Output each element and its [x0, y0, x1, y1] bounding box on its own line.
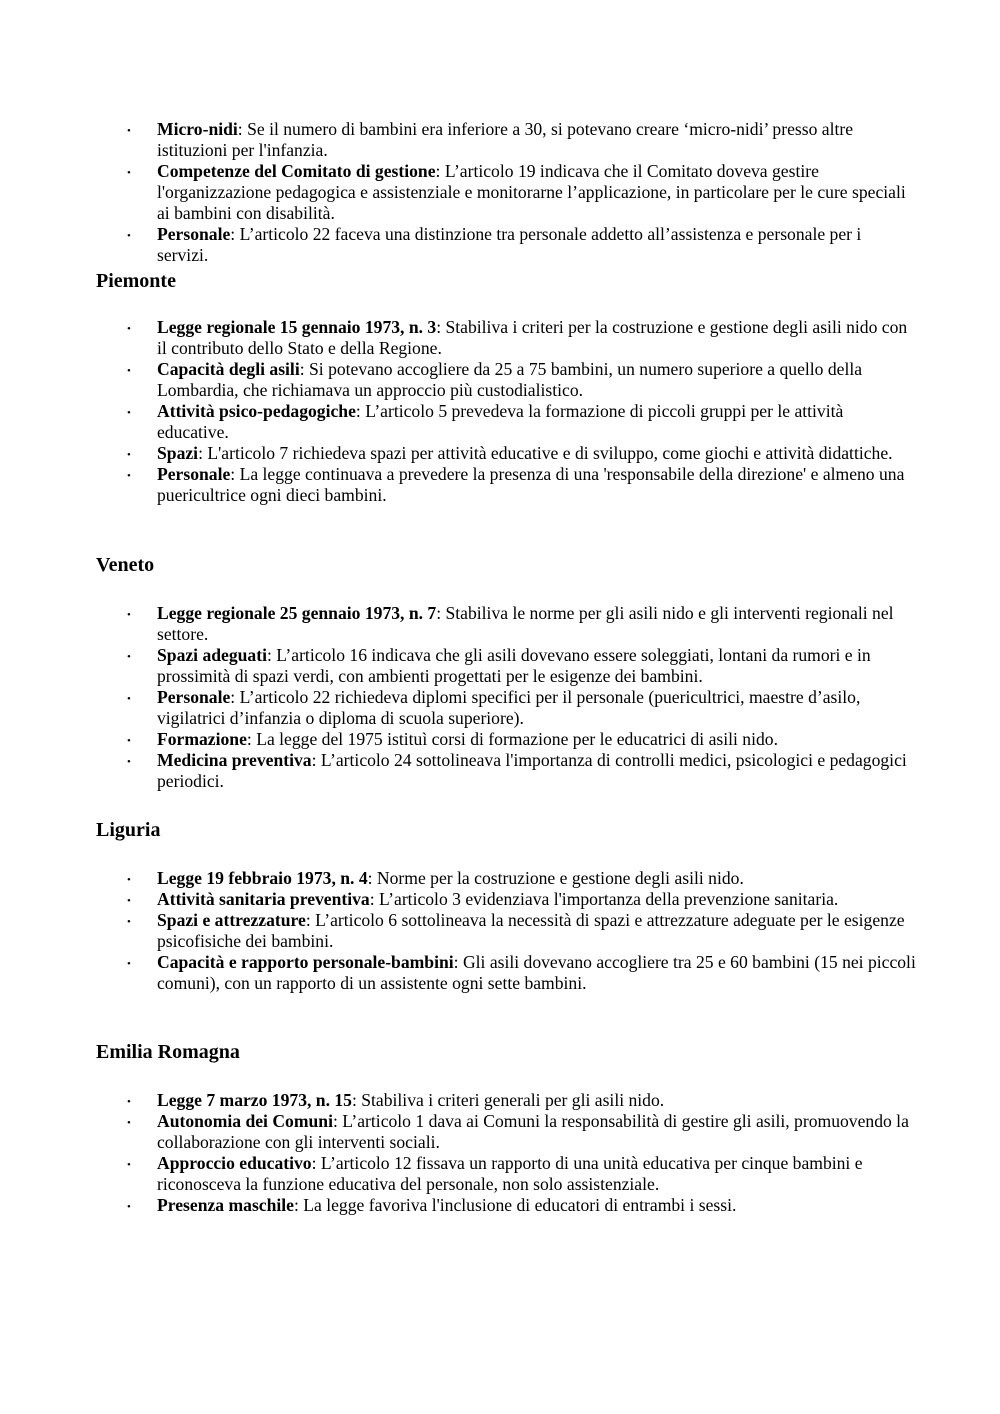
item-text: : La legge continuava a prevedere la presenza di una 'responsabile della direzione' e almeno una puericultrice ogni dieci bambini. [157, 464, 905, 505]
item-term: Legge regionale 25 gennaio 1973, n. 7 [157, 603, 437, 623]
list-item [96, 359, 916, 401]
item-text: : La legge favoriva l'inclusione di educatori di entrambi i sessi. [293, 1195, 737, 1215]
section-heading: Emilia Romagna [96, 1041, 240, 1063]
item-term: Approccio educativo [157, 1153, 312, 1173]
item-term: Legge regionale 15 gennaio 1973, n. 3 [157, 317, 437, 337]
list-item [96, 687, 916, 729]
bullet-icon: • [127, 470, 131, 482]
list-item [96, 119, 916, 161]
bullet-icon: • [127, 651, 131, 663]
section-emilia-romagna [96, 1040, 916, 1216]
item-term: Formazione [157, 729, 247, 749]
item-term: Spazi e attrezzature [157, 910, 306, 930]
item-text: : Stabiliva i criteri generali per gli asili nido. [351, 1090, 665, 1110]
item-term: Attività psico-pedagogiche [157, 401, 356, 421]
item-term: Personale [157, 464, 231, 484]
item-text: : Stabiliva le norme per gli asili nido e gli interventi regionali nel settore. [157, 603, 894, 644]
item-text: : L’articolo 1 dava ai Comuni la responsabilità di gestire gli asili, promuovendo la collaborazione con gli interventi sociali. [157, 1111, 909, 1152]
bullet-icon: • [127, 449, 131, 461]
bullet-icon: • [127, 693, 131, 705]
item-text: : Stabiliva i criteri per la costruzione e gestione degli asili nido con il contributo dello Stato e della Regione. [157, 317, 908, 358]
bullet-list [96, 603, 916, 792]
section-heading: Veneto [96, 554, 155, 576]
section-liguria [96, 818, 916, 994]
bullet-icon: • [127, 1201, 131, 1213]
section-continuation [96, 119, 916, 266]
list-item [96, 464, 916, 506]
item-text: : L’articolo 19 indicava che il Comitato doveva gestire l'organizzazione pedagogica e assistenziale e monitorarne l’applicazione, in particolare per le cure speciali ai bambini con disabilità. [157, 161, 906, 223]
item-text: : Norme per la costruzione e gestione degli asili nido. [367, 868, 744, 888]
list-item [96, 401, 916, 443]
item-text: : L’articolo 24 sottolineava l'importanza di controlli medici, psicologici e pedagogici periodici. [157, 750, 907, 791]
item-term: Autonomia dei Comuni [157, 1111, 333, 1131]
list-item [96, 603, 916, 645]
item-text: : Si potevano accogliere da 25 a 75 bambini, un numero superiore a quello della Lombardia, che richiamava un approccio più custodialistico. [157, 359, 863, 400]
bullet-icon: • [127, 407, 131, 419]
list-item [96, 224, 916, 266]
list-item [96, 868, 916, 889]
item-text: : L’articolo 22 richiedeva diplomi specifici per il personale (puericultrici, maestre d’asilo, vigilatrici d’infanzia o diploma di scuola superiore). [157, 687, 861, 728]
bullet-list [96, 317, 916, 506]
list-item [96, 1090, 916, 1111]
list-item [96, 1195, 916, 1216]
item-text: : L'articolo 7 richiedeva spazi per attività educative e di sviluppo, come giochi e attività didattiche. [198, 443, 893, 463]
bullet-icon: • [127, 735, 131, 747]
section-heading: Piemonte [96, 270, 176, 292]
bullet-icon: • [127, 167, 131, 179]
bullet-list [96, 119, 916, 266]
section-veneto [96, 553, 916, 792]
list-item [96, 443, 916, 464]
list-item [96, 889, 916, 910]
item-text: : L’articolo 6 sottolineava la necessità di spazi e attrezzature adeguate per le esigenze psicofisiche dei bambini. [157, 910, 905, 951]
bullet-icon: • [127, 756, 131, 768]
bullet-icon: • [127, 874, 131, 886]
item-text: : La legge del 1975 istituì corsi di formazione per le educatrici di asili nido. [246, 729, 778, 749]
item-term: Competenze del Comitato di gestione [157, 161, 436, 181]
list-item [96, 317, 916, 359]
bullet-icon: • [127, 365, 131, 377]
item-term: Medicina preventiva [157, 750, 312, 770]
bullet-icon: • [127, 916, 131, 928]
item-term: Legge 19 febbraio 1973, n. 4 [157, 868, 368, 888]
item-text: : Gli asili dovevano accogliere tra 25 e 60 bambini (15 nei piccoli comuni), con un rapporto di un assistente ogni sette bambini. [157, 952, 916, 993]
item-term: Capacità degli asili [157, 359, 300, 379]
item-text: : L’articolo 16 indicava che gli asili dovevano essere soleggiati, lontani da rumori e in prossimità di spazi verdi, con ambienti progettati per le esigenze dei bambini. [157, 645, 871, 686]
list-item [96, 750, 916, 792]
item-text: : L’articolo 3 evidenziava l'importanza della prevenzione sanitaria. [369, 889, 839, 909]
item-term: Spazi [157, 443, 199, 463]
item-term: Personale [157, 224, 231, 244]
list-item [96, 1153, 916, 1195]
list-item [96, 729, 916, 750]
section-piemonte [96, 269, 916, 506]
item-term: Capacità e rapporto personale-bambini [157, 952, 454, 972]
list-item [96, 645, 916, 687]
bullet-icon: • [127, 1117, 131, 1129]
item-text: : L’articolo 5 prevedeva la formazione di piccoli gruppi per le attività educative. [157, 401, 844, 442]
item-text: : L’articolo 12 fissava un rapporto di una unità educativa per cinque bambini e riconosceva la funzione educativa del personale, non solo assistenziale. [157, 1153, 863, 1194]
bullet-icon: • [127, 125, 131, 137]
bullet-list [96, 868, 916, 994]
bullet-icon: • [127, 323, 131, 335]
item-text: : Se il numero di bambini era inferiore a 30, si potevano creare ‘micro-nidi’ presso altre istituzioni per l'infanzia. [157, 119, 854, 160]
item-term: Legge 7 marzo 1973, n. 15 [157, 1090, 352, 1110]
item-term: Spazi adeguati [157, 645, 267, 665]
bullet-icon: • [127, 609, 131, 621]
item-term: Attività sanitaria preventiva [157, 889, 370, 909]
bullet-list [96, 1090, 916, 1216]
bullet-icon: • [127, 1096, 131, 1108]
list-item [96, 1111, 916, 1153]
list-item [96, 952, 916, 994]
item-text: : L’articolo 22 faceva una distinzione tra personale addetto all’assistenza e personale per i servizi. [157, 224, 862, 265]
section-heading: Liguria [96, 819, 161, 841]
item-term: Presenza maschile [157, 1195, 294, 1215]
item-term: Personale [157, 687, 231, 707]
list-item [96, 910, 916, 952]
bullet-icon: • [127, 958, 131, 970]
bullet-icon: • [127, 230, 131, 242]
bullet-icon: • [127, 895, 131, 907]
item-term: Micro-nidi [157, 119, 238, 139]
bullet-icon: • [127, 1159, 131, 1171]
list-item [96, 161, 916, 224]
